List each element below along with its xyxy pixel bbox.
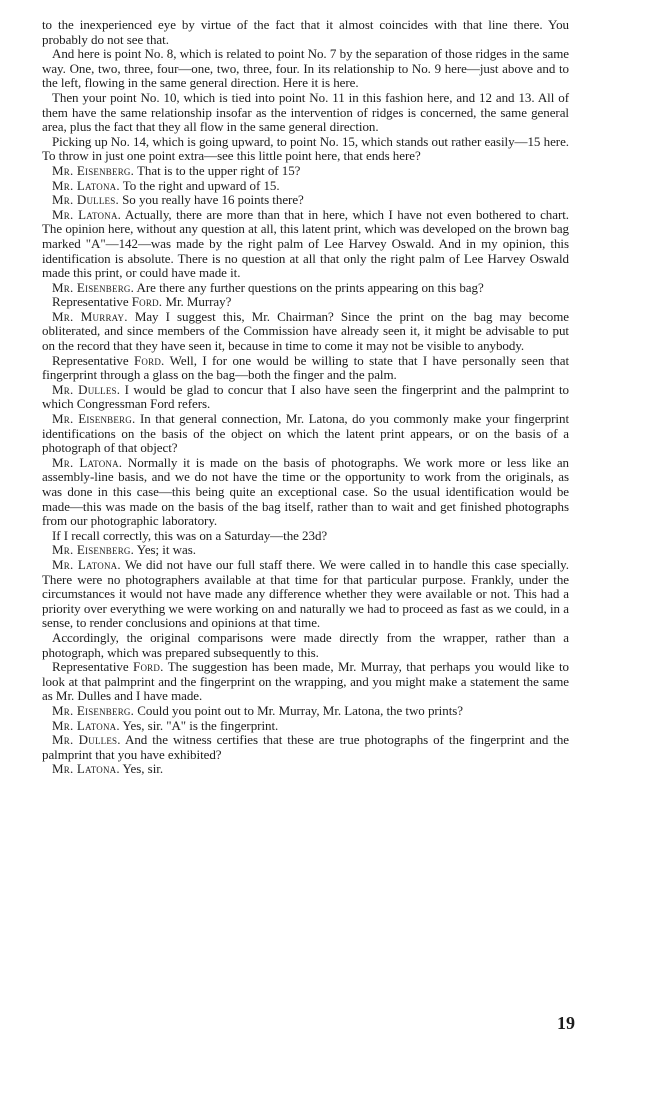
text-paragraph [42, 529, 569, 544]
speaker-paragraph [42, 733, 569, 762]
speaker-name: Mr. Latona. [52, 206, 122, 222]
paragraph-text: May I suggest this, Mr. Chairman? Since the print on the bag may become obliterated, and since members of the Commission have already seen it, it might be advisable to put on the record that they have seen it, because in time to come it may not be visible to anybody. [42, 308, 570, 354]
document-body [42, 18, 569, 777]
speaker-paragraph [42, 456, 569, 529]
paragraph-text: Yes; it was. [136, 542, 196, 558]
paragraph-text: Well, I for one would be willing to state that I have personally seen that fingerprint through a glass on the bag—both the finger and the palm. [42, 352, 570, 383]
speaker-paragraph [42, 558, 569, 631]
paragraph-text: Actually, there are more than that in here, which I have not even bothered to chart. The opinion here, without any question at all, this latent print, which was developed on the brown bag marked "A"—142—was made by the right palm of Lee Harvey Oswald. And in my opinion, this identification is absolute. There is no question at all that only the right palm of Lee Harvey Oswald made this print, or could have made it. [42, 206, 569, 281]
speaker-paragraph [42, 719, 569, 734]
speaker-name: Mr. Latona. [52, 717, 120, 733]
speaker-name: Mr. Eisenberg. [52, 411, 136, 427]
speaker-paragraph [42, 383, 569, 412]
text-paragraph [42, 135, 569, 164]
page-number: 19 [557, 1013, 575, 1033]
speaker-name: Mr. Dulles. [52, 732, 121, 748]
speaker-paragraph [42, 179, 569, 194]
speaker-name: Ford. [133, 352, 165, 368]
paragraph-text: To the right and upward of 15. [122, 177, 280, 193]
speaker-paragraph [42, 193, 569, 208]
speaker-name: Ford. [131, 294, 163, 310]
speaker-name: Ford. [133, 659, 164, 675]
text-paragraph [42, 631, 569, 660]
speaker-paragraph [42, 762, 569, 777]
paragraph-text: And the witness certifies that these are true photographs of the fingerprint and the palmprint that you have exhibited? [42, 732, 569, 762]
speaker-paragraph [42, 281, 569, 296]
speaker-prefix: Representative [52, 659, 129, 675]
speaker-paragraph [42, 310, 569, 354]
speaker-name: Mr. Latona. [52, 454, 123, 470]
text-paragraph [42, 91, 569, 135]
paragraph-text: I would be glad to concur that I also have seen the fingerprint and the palmprint to which Congressman Ford refers. [42, 381, 570, 412]
speaker-paragraph [42, 660, 569, 704]
speaker-name: Mr. Dulles. [52, 192, 119, 208]
paragraph-text: Then your point No. 10, which is tied into point No. 11 in this fashion here, and 12 and 13. All of them have the same relationship insofar as the intervention of ridges is concerned, the same general area, plus the fact that they all flow in the same general direction. [42, 89, 569, 135]
text-paragraph [42, 18, 569, 47]
paragraph-text: In that general connection, Mr. Latona, do you commonly make your fingerprint identifications on the basis of the object on which the latent print appears, or on the basis of a photograph of that object? [42, 411, 570, 456]
paragraph-text: Mr. Murray? [165, 294, 232, 310]
paragraph-text: Picking up No. 14, which is going upward, to point No. 15, which stands out rather easily—15 here. To throw in just one point extra—see this little point here, that ends here? [42, 133, 569, 164]
speaker-prefix: Representative [52, 352, 129, 368]
paragraph-text: Are there any further questions on the prints appearing on this bag? [136, 279, 484, 295]
speaker-name: Mr. Eisenberg. [52, 279, 135, 295]
speaker-paragraph [42, 354, 569, 383]
speaker-paragraph [42, 412, 569, 456]
speaker-paragraph [42, 704, 569, 719]
speaker-name: Mr. Latona. [52, 556, 121, 572]
speaker-name: Mr. Murray. [52, 308, 128, 324]
paragraph-text: Accordingly, the original comparisons were made directly from the wrapper, rather than a photograph, which was prepared subsequently to this. [42, 629, 569, 660]
speaker-name: Mr. Eisenberg. [52, 702, 135, 718]
speaker-paragraph [42, 208, 569, 281]
paragraph-text: That is to the upper right of 15? [137, 162, 301, 178]
speaker-name: Mr. Eisenberg. [52, 542, 135, 558]
speaker-name: Mr. Dulles. [52, 381, 121, 397]
paragraph-text: If I recall correctly, this was on a Saturday—the 23d? [52, 527, 328, 543]
speaker-paragraph [42, 164, 569, 179]
paragraph-text: So you really have 16 points there? [122, 192, 304, 208]
paragraph-text: Yes, sir. "A" is the fingerprint. [122, 717, 279, 733]
paragraph-text: The suggestion has been made, Mr. Murray, that perhaps you would like to look at that palmprint and the fingerprint on the wrapping, and you might make a statement the same as Mr. Dulles and I have made. [42, 659, 569, 704]
paragraph-text: And here is point No. 8, which is related to point No. 7 by the separation of those ridges in the same way. One, two, three, four—one, two, three, four. In its relationship to No. 9 here—just above and to the left, flowing in the same general direction. Here it is here. [42, 46, 569, 91]
speaker-prefix: Representative [52, 294, 129, 310]
speaker-name: Mr. Latona. [52, 177, 120, 193]
paragraph-text: We did not have our full staff there. We were called in to handle this case specially. There were no photographers available at that time for that particular purpose. Frankly, under the circumstances it would not have made any difference whether they were available or not. This had a priority over everything we were working on and naturally we had to proceed as fast as we could, in a sense, to render conclusions and opinions at that time. [42, 556, 569, 631]
text-paragraph [42, 47, 569, 91]
speaker-paragraph [42, 295, 569, 310]
paragraph-text: Normally it is made on the basis of photographs. We work more or less like an assembly-line basis, and we do not have the time or the opportunity to work from the originals, as was done in this case—this being quite an exceptional case. So the usual identification would be made—this was made on the basis of the bag itself, rather than to wait and get finished photographs from our photographic laboratory. [42, 454, 569, 529]
speaker-paragraph [42, 543, 569, 558]
speaker-name: Mr. Latona. [52, 761, 120, 777]
paragraph-text: to the inexperienced eye by virtue of the fact that it almost coincides with that line there. You probably do not see that. [42, 17, 569, 47]
paragraph-text: Could you point out to Mr. Murray, Mr. Latona, the two prints? [137, 702, 463, 718]
paragraph-text: Yes, sir. [122, 761, 164, 777]
speaker-name: Mr. Eisenberg. [52, 162, 135, 178]
